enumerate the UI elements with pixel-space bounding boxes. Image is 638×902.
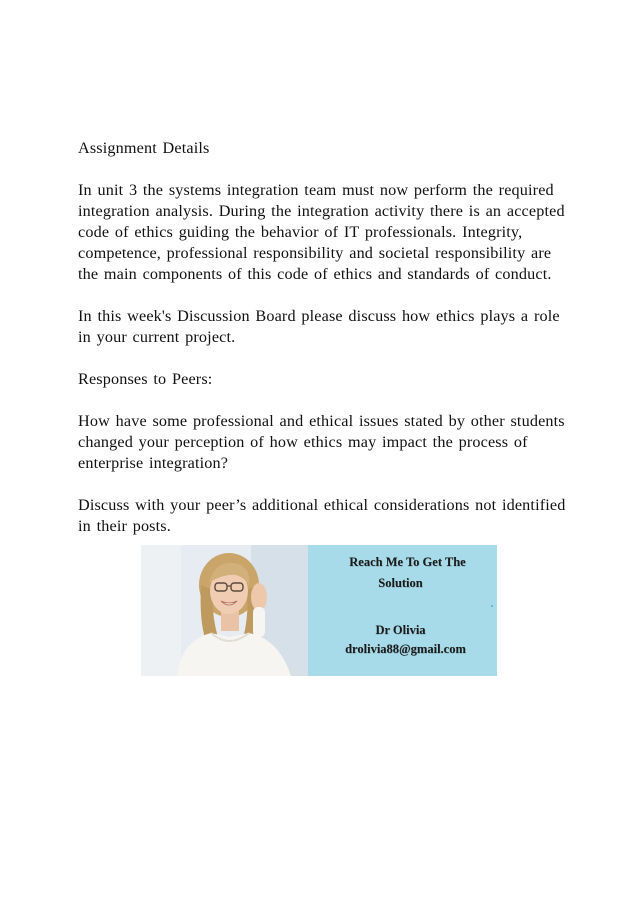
contact-panel	[308, 545, 497, 676]
ad-headline: Reach Me To Get The	[349, 555, 466, 569]
paragraph-discussion: In this week's Discussion Board please discuss how ethics plays a role in your current project.	[78, 307, 560, 346]
ad-contact-email: drolivia88@gmail.com	[345, 642, 466, 656]
paragraph-peer-question: How have some professional and ethical issues stated by other students changed your perception of how ethics may impact the process of enterprise integration?	[78, 412, 565, 472]
woman-photo	[141, 545, 308, 676]
ad-subheadline: Solution	[378, 576, 423, 590]
document-body	[78, 138, 568, 537]
ad-contact-name: Dr Olivia	[375, 623, 426, 637]
contact-banner	[141, 545, 497, 676]
assignment-title: Assignment Details	[78, 139, 210, 157]
paragraph-responses-heading: Responses to Peers:	[78, 370, 213, 388]
decorative-dot	[491, 605, 493, 607]
paragraph-peer-discussion: Discuss with your peer’s additional ethical considerations not identified in their posts.	[78, 496, 566, 535]
paragraph-intro: In unit 3 the systems integration team must now perform the required integration analysis. During the integration activity there is an accepted code of ethics guiding the behavior of IT professionals. Integrity, competence, professional responsibility and societal responsibility are the main components of this code of ethics and standards of conduct.	[78, 181, 565, 283]
woman-portrait-icon	[141, 545, 308, 676]
